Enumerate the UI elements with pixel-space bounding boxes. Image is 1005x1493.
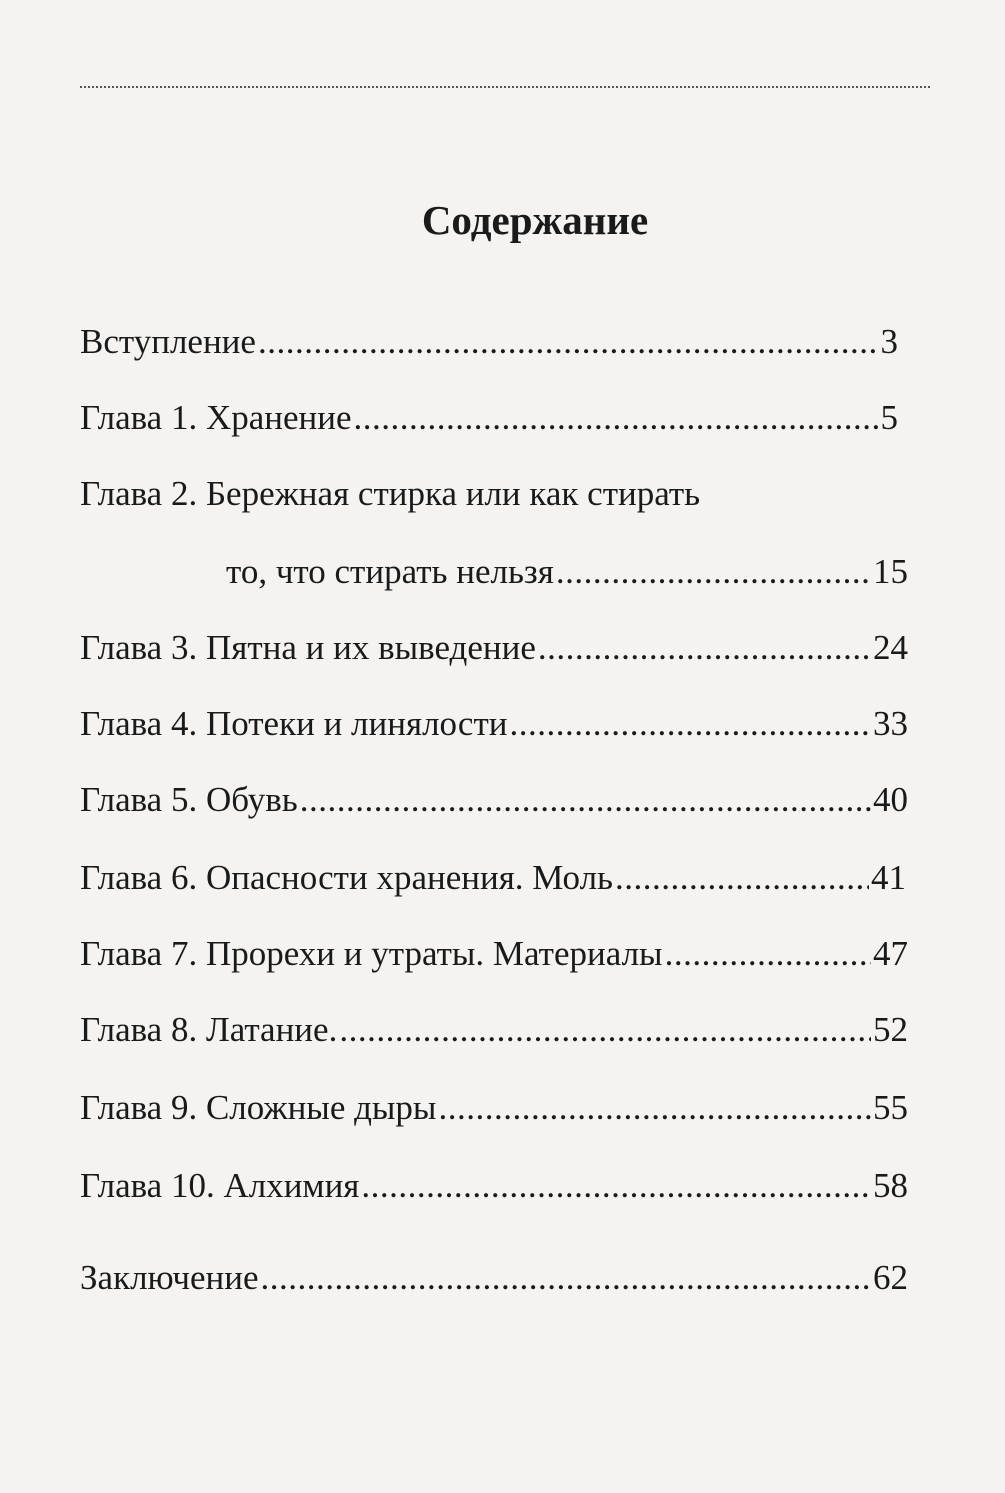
- toc-label: Глава 1. Хранение: [80, 398, 352, 437]
- toc-entry-ch1: [80, 398, 898, 444]
- toc-label: Глава 9. Сложные дыры: [80, 1088, 437, 1127]
- toc-page-number: 24: [873, 628, 908, 667]
- page-title: Содержание: [421, 197, 649, 243]
- dot-leader: [354, 398, 879, 438]
- toc-page-number: 62: [873, 1258, 908, 1297]
- top-dotted-rule: [80, 86, 930, 88]
- toc-page-number: 5: [880, 398, 898, 437]
- toc-label: то, что стирать нельзя: [226, 552, 554, 591]
- toc-entry-ch2: [226, 552, 908, 598]
- toc-label: Заключение: [80, 1258, 259, 1297]
- toc-entry-ch2-line1: Глава 2. Бережная стирка или как стирать: [80, 474, 701, 513]
- toc-label: Глава 8. Латание.: [80, 1010, 338, 1049]
- toc-entry-ch4: [80, 704, 908, 750]
- dot-leader: [556, 552, 871, 592]
- toc-entry-ch10: [80, 1166, 908, 1212]
- toc-page-number: 55: [873, 1088, 908, 1127]
- toc-page-number: 33: [873, 704, 908, 743]
- dot-leader: [300, 780, 871, 820]
- toc-page-number: 40: [873, 780, 908, 819]
- dot-leader: [510, 704, 872, 744]
- dot-leader: [615, 858, 869, 898]
- dot-leader: [258, 322, 879, 362]
- toc-label: Глава 5. Обувь: [80, 780, 298, 819]
- dot-leader: [361, 1166, 871, 1206]
- dot-leader: [339, 1010, 871, 1050]
- toc-label: Глава 3. Пятна и их выведение: [80, 628, 536, 667]
- toc-entry-ch6: [80, 858, 906, 904]
- dot-leader: [538, 628, 871, 668]
- toc-page-number: 15: [873, 552, 908, 591]
- toc-page-number: 58: [873, 1166, 908, 1205]
- toc-label: Глава 7. Прорехи и утраты. Материалы: [80, 934, 663, 973]
- toc-entry-ch7: [80, 934, 908, 980]
- dot-leader: [261, 1258, 872, 1298]
- toc-page-number: 41: [871, 858, 906, 897]
- toc-entry-ch8: [80, 1010, 908, 1056]
- toc-label: Вступление: [80, 322, 256, 361]
- toc-label: Глава 6. Опасности хранения. Моль: [80, 858, 614, 897]
- toc-label: Глава 4. Потеки и линялости: [80, 704, 508, 743]
- toc-page-number: 47: [873, 934, 908, 973]
- dot-leader: [438, 1088, 871, 1128]
- toc-entry-ch3: [80, 628, 908, 674]
- toc-entry-ch9: [80, 1088, 908, 1134]
- dot-leader: [665, 934, 871, 974]
- toc-page-number: 3: [880, 322, 898, 361]
- toc-entry-ch5: [80, 780, 908, 826]
- toc-label: Глава 10. Алхимия: [80, 1166, 360, 1205]
- toc-page-number: 52: [873, 1010, 908, 1049]
- toc-entry-intro: [80, 322, 898, 368]
- toc-entry-conclusion: [80, 1258, 908, 1304]
